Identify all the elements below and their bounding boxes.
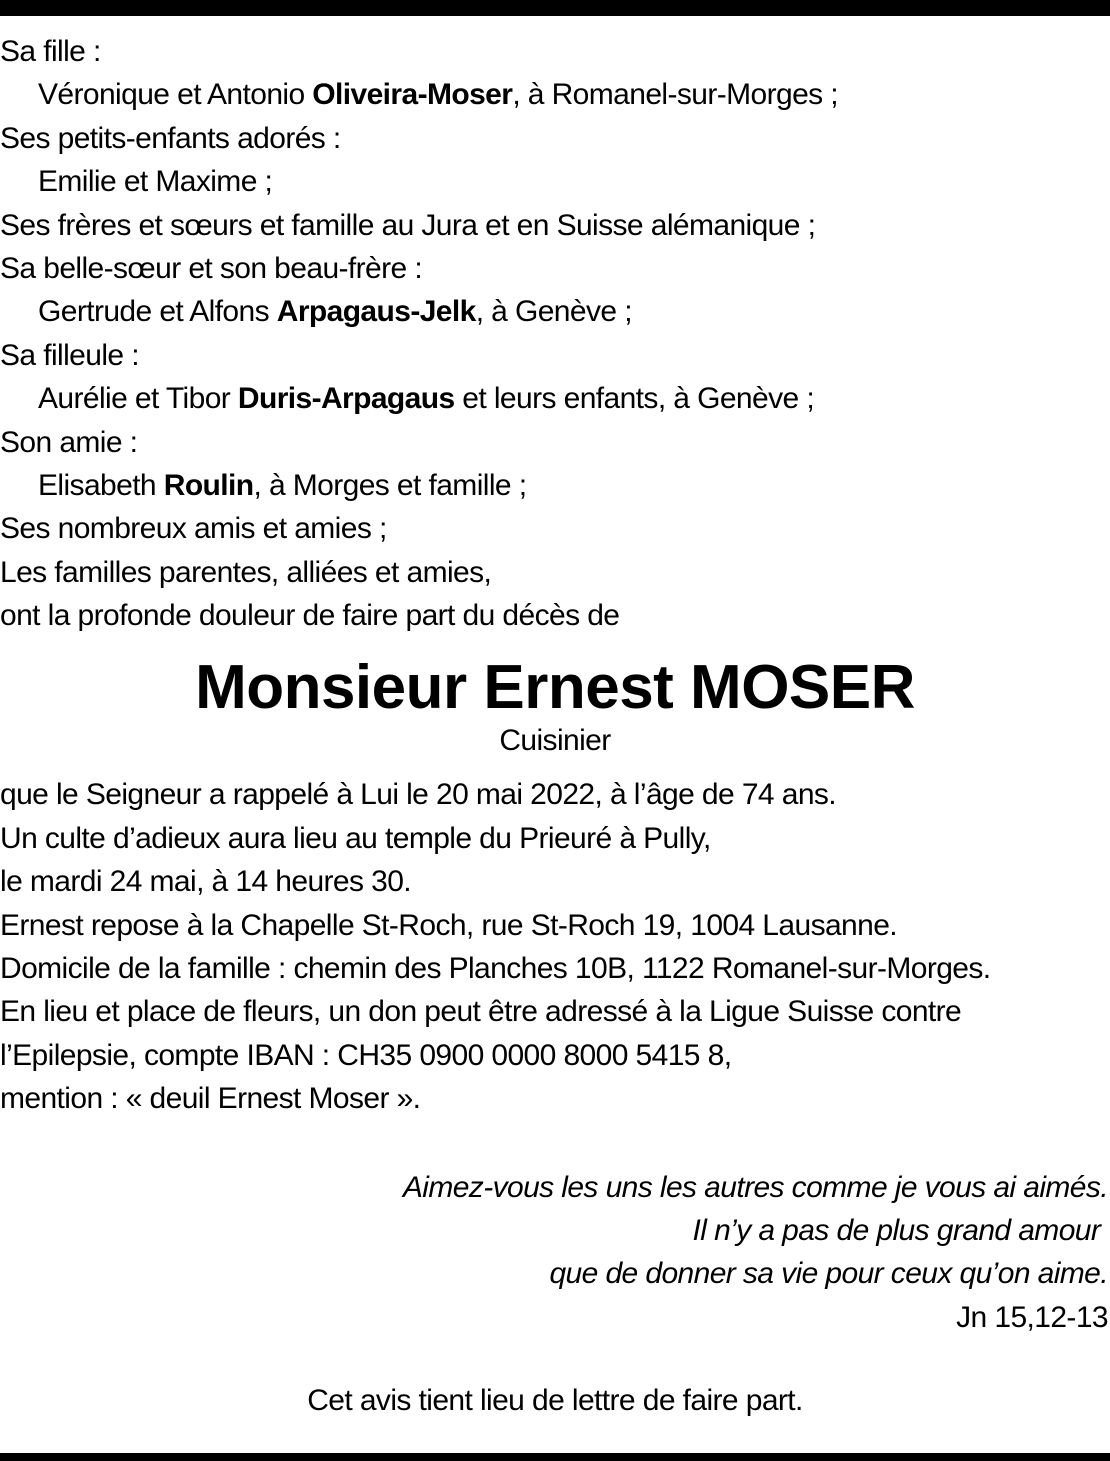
- death-notice: [0, 30, 1110, 1423]
- goddaughter-label: Sa filleule :: [0, 338, 139, 372]
- detail-mention: mention : « deuil Ernest Moser ».: [0, 1082, 421, 1116]
- goddaughter-family-name: Duris-Arpagaus: [237, 382, 455, 416]
- top-rule: [0, 0, 1110, 16]
- friend-family-name: Roulin: [163, 468, 254, 502]
- friend-line: Elisabeth Roulin, à Morges et famille ;: [38, 468, 527, 502]
- quote-line-2: Il n’y a pas de plus grand amour: [692, 1213, 1108, 1247]
- detail-ceremony-place: Un culte d’adieux aura lieu au temple du Prieuré à Pully,: [0, 821, 711, 855]
- deceased-name: Monsieur Ernest MOSER: [195, 653, 915, 723]
- inlaws-label: Sa belle-sœur et son beau-frère :: [0, 251, 423, 285]
- quote-line-3: que de donner sa vie pour ceux qu’on aime.: [549, 1257, 1108, 1291]
- deceased-profession: Cuisinier: [499, 724, 611, 758]
- detail-date-age: que le Seigneur a rappelé à Lui le 20 mai 2022, à l’âge de 74 ans.: [0, 778, 837, 812]
- siblings-line: Ses frères et sœurs et famille au Jura et en Suisse alémanique ;: [0, 208, 816, 242]
- detail-donation: En lieu et place de fleurs, un don peut être adressé à la Ligue Suisse contre: [0, 995, 962, 1029]
- families-line: Les familles parentes, alliées et amies,: [0, 555, 492, 589]
- detail-chapel: Ernest repose à la Chapelle St-Roch, rue St-Roch 19, 1004 Lausanne.: [0, 908, 898, 942]
- daughter-label: Sa fille :: [0, 35, 101, 68]
- goddaughter-line: Aurélie et Tibor Duris-Arpagaus et leurs enfants, à Genève ;: [38, 382, 815, 416]
- daughter-line: Véronique et Antonio Oliveira-Moser, à Romanel-sur-Morges ;: [38, 78, 839, 112]
- inlaws-line: Gertrude et Alfons Arpagaus-Jelk, à Genève ;: [38, 295, 632, 329]
- grandchildren-line: Emilie et Maxime ;: [38, 165, 273, 199]
- friends-line: Ses nombreux amis et amies ;: [0, 512, 387, 546]
- detail-iban: l’Epilepsie, compte IBAN : CH35 0900 0000 8000 5415 8,: [0, 1038, 732, 1072]
- inlaws-family-name: Arpagaus-Jelk: [276, 295, 476, 329]
- detail-family-address: Domicile de la famille : chemin des Planches 10B, 1122 Romanel-sur-Morges.: [0, 952, 991, 986]
- announcement-line: ont la profonde douleur de faire part du décès de: [0, 599, 620, 633]
- bottom-rule: [0, 1453, 1110, 1461]
- spacer: [0, 1121, 1110, 1166]
- footer-note: Cet avis tient lieu de lettre de faire part.: [307, 1384, 803, 1418]
- grandchildren-label: Ses petits-enfants adorés :: [0, 121, 341, 155]
- friend-label: Son amie :: [0, 425, 138, 459]
- quote-reference: Jn 15,12-13: [956, 1300, 1108, 1334]
- scripture-quote: [0, 1166, 1110, 1340]
- daughter-family-name: Oliveira-Moser: [312, 78, 513, 112]
- quote-line-1: Aimez-vous les uns les autres comme je vous ai aimés.: [402, 1170, 1108, 1204]
- detail-ceremony-time: le mardi 24 mai, à 14 heures 30.: [0, 865, 412, 899]
